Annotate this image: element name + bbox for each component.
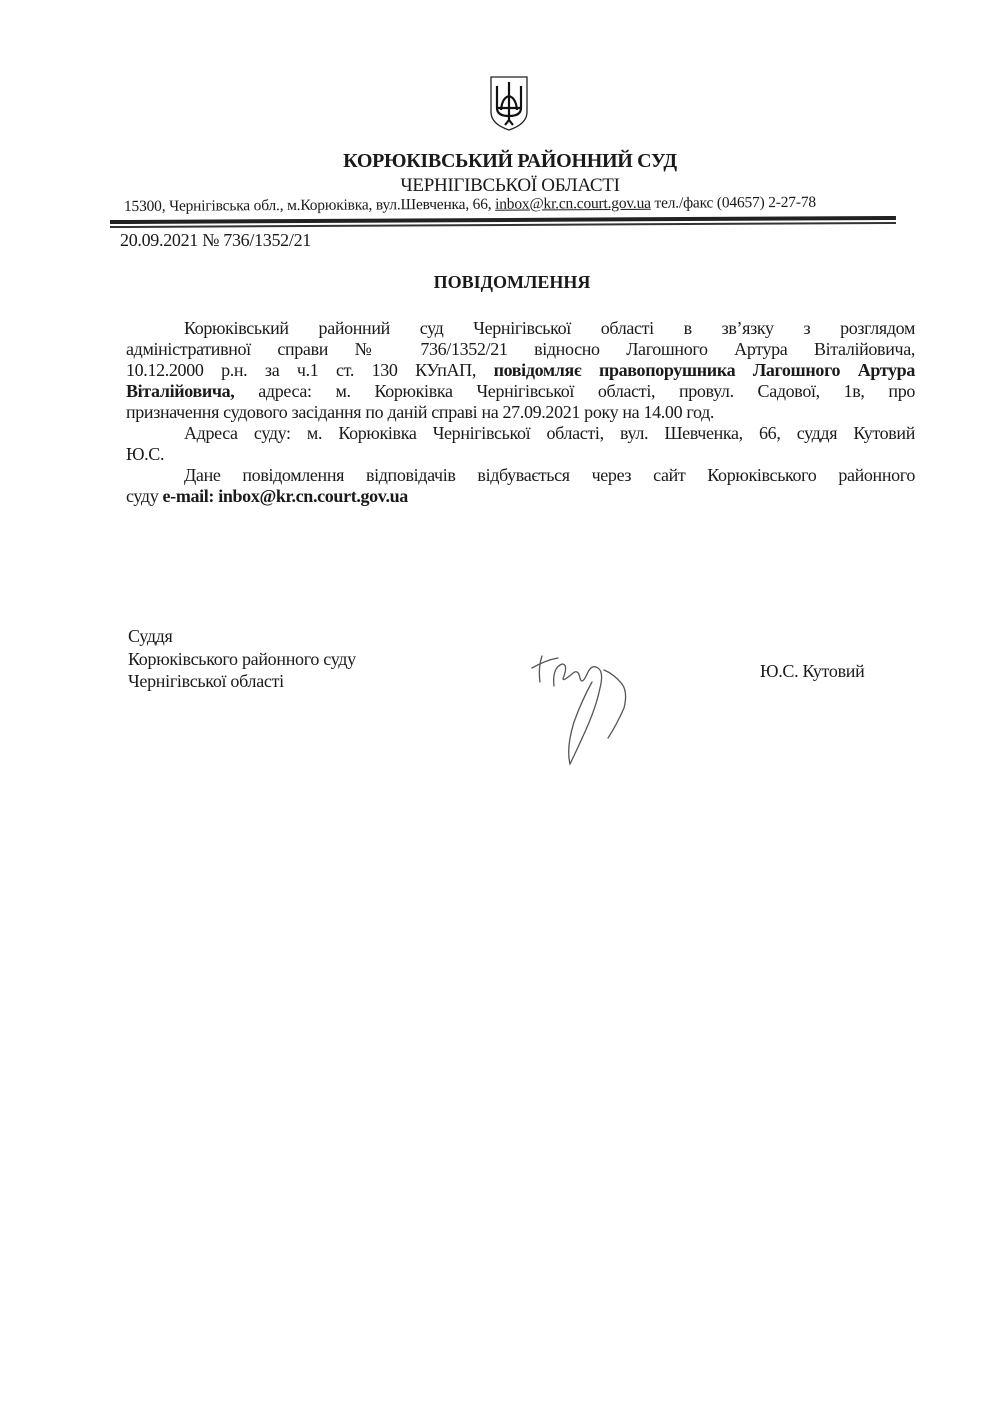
signatory-line: Чернігівської області <box>128 671 284 691</box>
phone-text: тел./факс (04657) 2-27-78 <box>650 193 816 212</box>
body-line <box>126 381 915 402</box>
signatory-line: Суддя <box>128 626 173 646</box>
notice-body <box>126 318 915 507</box>
body-line <box>126 360 915 381</box>
handwritten-signature <box>528 638 648 768</box>
judge-name: Ю.С. Кутовий <box>760 661 865 681</box>
body-line <box>126 486 915 507</box>
body-text: суду <box>126 486 163 506</box>
signatory-title <box>128 625 356 693</box>
body-line: Ю.С. <box>126 444 165 464</box>
court-name: КОРЮКІВСЬКИЙ РАЙОННИЙ СУД <box>343 150 677 172</box>
court-email-link[interactable]: inbox@kr.cn.court.gov.ua <box>495 194 651 213</box>
body-line: Дане повідомлення відповідачів відбувається через сайт Корюківського районного <box>184 465 915 485</box>
body-line: Корюківський районний суд Чернігівської області в зв’язку з розглядом <box>184 318 915 338</box>
header-divider <box>110 216 896 230</box>
body-text: адреса: м. Корюківка Чернігівської області, провул. Садової, 1в, про <box>234 381 915 401</box>
body-line: призначення судового засідання по даній справі на 27.09.2021 року на 14.00 год. <box>126 402 715 422</box>
signatory-line: Корюківського районного суду <box>128 648 356 669</box>
body-bold-text: повідомляє правопорушника Лагошного Артура <box>493 360 915 380</box>
body-text: 10.12.2000 р.н. за ч.1 ст. 130 КУпАП, <box>126 360 494 380</box>
email-bold-text: e-mail: inbox@kr.cn.court.gov.ua <box>162 486 408 506</box>
address-text: 15300, Чернігівська обл., м.Корюківка, вул.Шевченка, 66, <box>123 195 496 216</box>
date-and-reference-number: 20.09.2021 № 736/1352/21 <box>120 230 311 250</box>
trident-coat-of-arms-icon <box>488 74 530 132</box>
body-line: Адреса суду: м. Корюківка Чернігівської області, вул. Шевченка, 66, суддя Кутовий <box>184 423 915 443</box>
court-address <box>124 193 899 216</box>
body-bold-text: Віталійовича, <box>126 381 235 401</box>
body-line: адміністративної справи № 736/1352/21 відносно Лагошного Артура Віталійовича, <box>126 339 915 359</box>
court-region: ЧЕРНІГІВСЬКОЇ ОБЛАСТІ <box>400 175 620 196</box>
document-title: ПОВІДОМЛЕННЯ <box>433 272 591 292</box>
